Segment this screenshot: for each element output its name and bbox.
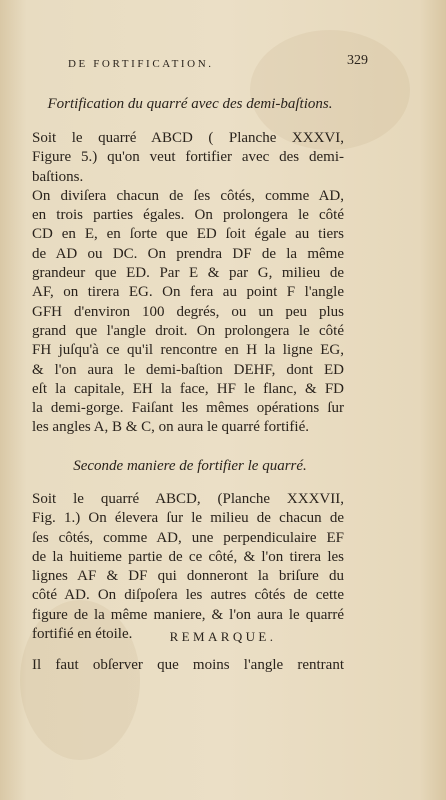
text-line: de AD ou DC. On prendra DF de la même — [32, 245, 344, 262]
text-line: figure de la même maniere, & l'on aura le quarré — [32, 606, 344, 623]
text-line: Il faut obſerver que moins l'angle rentrant — [32, 657, 344, 673]
text-line: On diviſera chacun de ſes côtés, comme AD, — [32, 187, 344, 204]
text-line: Soit le quarré ABCD ( Planche XXXVI, — [32, 130, 344, 146]
text-line: côté AD. On diſpoſera les autres côtés de cette — [32, 587, 344, 604]
text-line: ſes côtés, comme AD, une perpendiculaire EF — [32, 529, 344, 546]
section-1-body — [32, 129, 344, 438]
section-2-body — [32, 490, 344, 644]
text-line: AF, on tirera EG. On fera au point F l'angle — [32, 284, 344, 301]
section-title-2: Seconde maniere de fortifier le quarré. — [73, 458, 307, 474]
text-line: en trois parties égales. On prolongera le côté — [32, 207, 344, 224]
text-line: de la huitieme partie de ce côté, & l'on tirera les — [32, 548, 344, 565]
text-line: grand que l'angle droit. On prolongera le côté — [32, 322, 344, 339]
running-title: DE FORTIFICATION. — [68, 58, 214, 70]
running-header — [68, 53, 368, 71]
remarque-body — [32, 656, 344, 675]
text-line: Figure 5.) qu'on veut fortifier avec des demi- — [32, 149, 344, 166]
text-line: eſt la capitale, EH la face, HF le flanc, & FD — [32, 380, 344, 397]
text-line: lignes AF & DF qui donneront la briſure du — [32, 568, 344, 585]
text-line: Fig. 1.) On élevera ſur le milieu de chacun de — [32, 510, 344, 527]
page-number: 329 — [347, 53, 368, 68]
text-line: & l'on aura le demi-baſtion DEHF, dont ED — [32, 361, 344, 378]
text-line: FH juſqu'à ce qu'il rencontre en H la ligne EG, — [32, 342, 344, 359]
text-line: grandeur que ED. Par E & par G, milieu de — [32, 265, 344, 282]
text-line: GFH d'environ 100 degrés, ou un peu plus — [32, 303, 344, 320]
text-line: Soit le quarré ABCD, (Planche XXXVII, — [32, 491, 344, 507]
text-line: les angles A, B & C, on aura le quarré fortifié. — [32, 419, 310, 436]
text-line: baſtions. — [32, 168, 84, 185]
text-line: la demi-gorge. Faiſant les mêmes opérations ſur — [32, 400, 344, 417]
text-line: CD en E, en ſorte que ED ſoit égale au tiers — [32, 226, 344, 243]
text-line: fortifié en étoile. — [32, 626, 133, 643]
section-title-1: Fortification du quarré avec des demi-baſtions. — [47, 96, 333, 112]
remarque-heading: REMARQUE. — [169, 629, 277, 644]
